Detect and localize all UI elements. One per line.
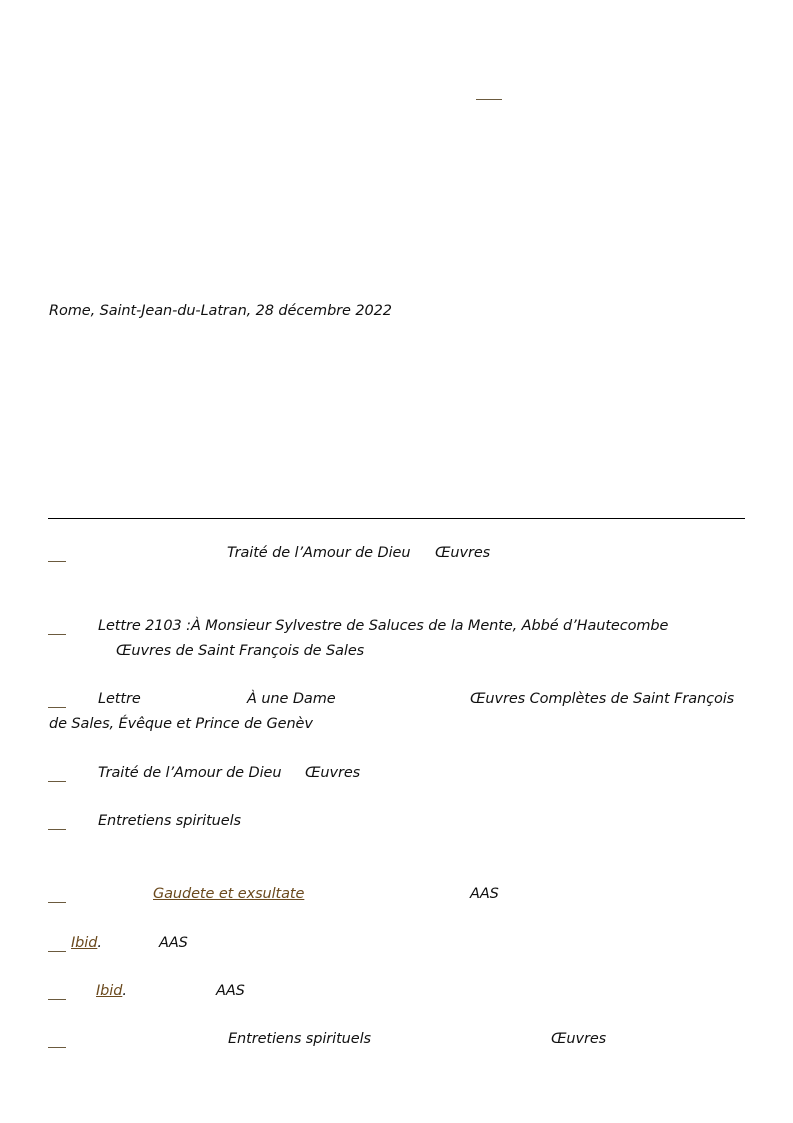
footnote-marker[interactable] (48, 902, 66, 903)
footnote-3-recipient: À une Dame (247, 691, 336, 707)
footnote-3-letter: Lettre (98, 691, 141, 707)
footnote-9-work: Œuvres (551, 1031, 607, 1047)
footnote-3-work: Œuvres Complètes de Saint François (470, 691, 735, 707)
footnote-8-ibid (96, 983, 127, 999)
footnote-8-aas: AAS (216, 983, 245, 999)
footnote-7-ibid (71, 935, 102, 951)
footnote-6-aas: AAS (470, 886, 499, 902)
footnote-marker[interactable] (48, 829, 66, 830)
footnote-3-line2: de Sales, Évêque et Prince de Genèv (49, 716, 313, 732)
footnote-5-title: Entretiens spirituels (98, 813, 241, 829)
ibid-dot: . (97, 935, 102, 951)
footnote-4-work: Œuvres (305, 765, 361, 781)
ibid-link[interactable]: Ibid (71, 935, 98, 951)
footnote-4-title: Traité de l’Amour de Dieu (98, 765, 282, 781)
footnote-7-aas: AAS (159, 935, 188, 951)
footnote-marker[interactable] (48, 1047, 66, 1048)
footnote-6-link[interactable]: Gaudete et exsultate (153, 886, 305, 902)
footnote-separator (48, 518, 745, 519)
place-date: Rome, Saint-Jean-du-Latran, 28 décembre 2022 (49, 303, 392, 319)
ibid-dot: . (122, 983, 127, 999)
footnote-9-title: Entretiens spirituels (228, 1031, 371, 1047)
footnote-2-line2: Œuvres de Saint François de Sales (116, 643, 365, 659)
footnote-marker[interactable] (48, 999, 66, 1000)
footnote-1-title: Traité de l’Amour de Dieu (227, 545, 411, 561)
footnote-marker[interactable] (48, 634, 66, 635)
footnote-marker[interactable] (48, 561, 66, 562)
footnote-1-work: Œuvres (435, 545, 491, 561)
footnote-marker[interactable] (48, 781, 66, 782)
footnote-2-line1: Lettre 2103 :À Monsieur Sylvestre de Saluces de la Mente, Abbé d’Hautecombe (98, 618, 669, 634)
footnote-marker[interactable] (48, 707, 66, 708)
ibid-link[interactable]: Ibid (96, 983, 123, 999)
footnote-ref-mark[interactable] (476, 99, 502, 100)
footnote-marker[interactable] (48, 951, 66, 952)
